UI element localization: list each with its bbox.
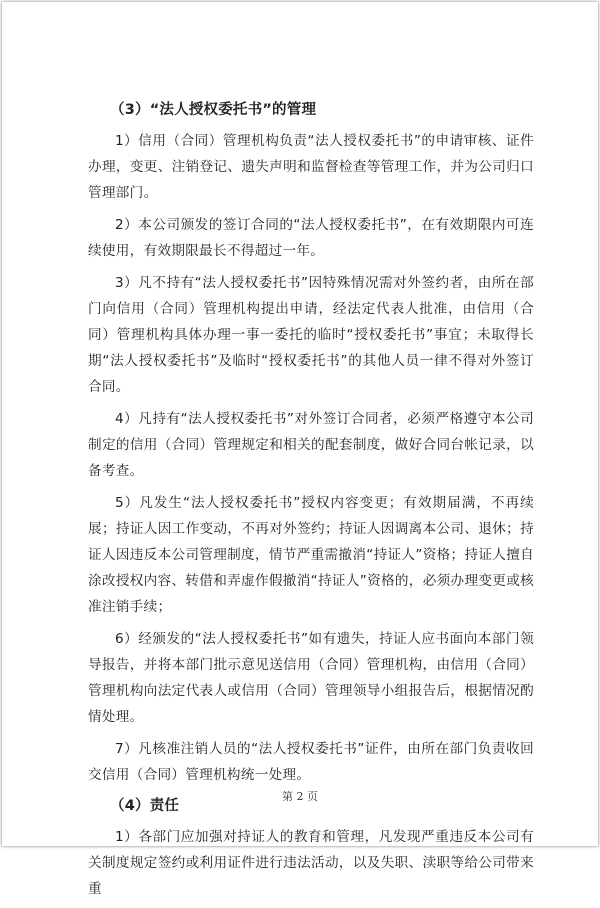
section-3-item-7: 7）凡核准注销人员的“法人授权委托书”证件，由所在部门负责收回交信用（合同）管理机构统一处理。 [88,741,534,783]
section-3-item-1: 1）信用（合同）管理机构负责“法人授权委托书”的申请审核、证件办理，变更、注销登记、遗失声明和监督检查等管理工作，并为公司归口管理部门。 [88,133,534,201]
document-page [2,2,598,897]
page-content [88,98,534,908]
section-3-item-4: 4）凡持有“法人授权委托书”对外签订合同者，必须严格遵守本公司制定的信用（合同）管理规定和相关的配套制度，做好合同台帐记录，以备考查。 [88,411,534,479]
page-number: 第 2 页 [282,790,318,803]
section-4-heading: （4）责任 [110,798,180,814]
section-3-item-6: 6）经颁发的“法人授权委托书”如有遗失，持证人应书面向本部门领导报告，并将本部门批示意见送信用（合同）管理机构，由信用（合同）管理机构向法定代表人或信用（合同）管理领导小组报告后，根据情况酌情处理。 [88,631,534,725]
section-3-item-2: 2）本公司颁发的签订合同的“法人授权委托书”，在有效期限内可连续使用，有效期限最长不得超过一年。 [88,217,534,259]
section-3-item-5: 5）凡发生“法人授权委托书”授权内容变更；有效期届满，不再续展；持证人因工作变动，不再对外签约；持证人因调离本公司、退休；持证人因违反本公司管理制度，情节严重需撤消“持证人”资格；持证人擅自涂改授权内容、转借和弄虚作假撤消“持证人”资格的，必须办理变更或核准注销手续； [88,495,534,615]
section-4-item-1: 1）各部门应加强对持证人的教育和管理，凡发现严重违反本公司有关制度规定签约或利用证件进行违法活动，以及失职、渎职等给公司带来重 [88,829,534,897]
section-3-heading: （3）“法人授权委托书”的管理 [110,102,317,118]
section-3-item-3: 3）凡不持有“法人授权委托书”因特殊情况需对外签约者，由所在部门向信用（合同）管理机构提出申请，经法定代表人批准，由信用（合同）管理机构具体办理一事一委托的临时“授权委托书”事宜；未取得长期“法人授权委托书”及临时“授权委托书”的其他人员一律不得对外签订合同。 [88,275,534,395]
